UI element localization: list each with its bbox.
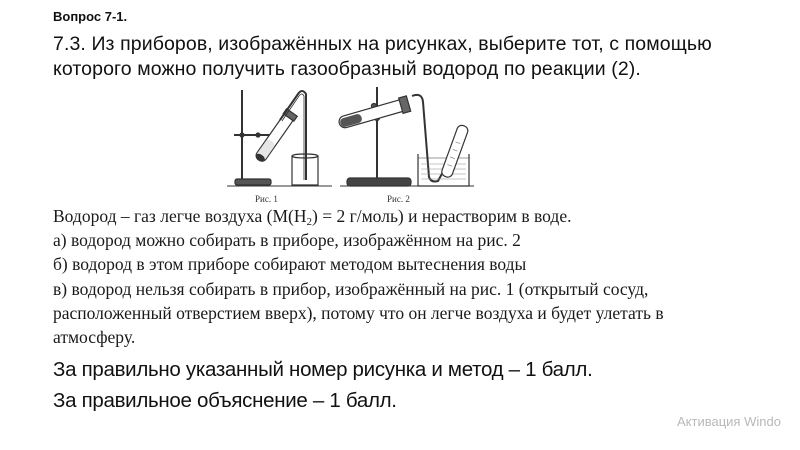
figure-1-apparatus-icon [227, 90, 332, 186]
figure-2-caption: Рис. 2 [387, 194, 410, 204]
answer-line-v: в) водород нельзя собирать в прибор, изображённый на рис. 1 (открытый сосуд, [53, 279, 649, 299]
answer-intro-suffix: ) = 2 г/моль) и нерастворим в воде. [312, 206, 572, 226]
answer-intro-prefix: Водород – газ легче воздуха (М(Н [53, 206, 307, 226]
answer-intro-subscript: 2 [306, 216, 312, 228]
windows-activation-watermark: Активация Windo [677, 414, 781, 429]
answer-line-b: б) водород в этом приборе собирают методом вытеснения воды [53, 254, 527, 274]
answer-line-a: а) водород можно собирать в приборе, изображённом на рис. 2 [53, 230, 521, 250]
scoring-line-1: За правильно указанный номер рисунка и метод – 1 балл. [53, 358, 593, 381]
question-number-heading: Вопрос 7-1. [53, 9, 128, 24]
figure-1-caption: Рис. 1 [255, 194, 278, 204]
scoring-line-2: За правильное объяснение – 1 балл. [53, 389, 397, 412]
figure-2-apparatus-icon [337, 87, 474, 186]
apparatus-figure [222, 82, 482, 206]
answer-intro [53, 206, 571, 227]
question-text-line-2: которого можно получить газообразный водород по реакции (2). [53, 58, 641, 80]
answer-line-v-cont-1: расположенный отверстием вверх), потому что он легче воздуха и будет улетать в [53, 303, 664, 323]
question-text-line-1: 7.3. Из приборов, изображённых на рисунках, выберите тот, с помощью [53, 33, 712, 55]
answer-line-v-cont-2: атмосферу. [53, 327, 136, 347]
